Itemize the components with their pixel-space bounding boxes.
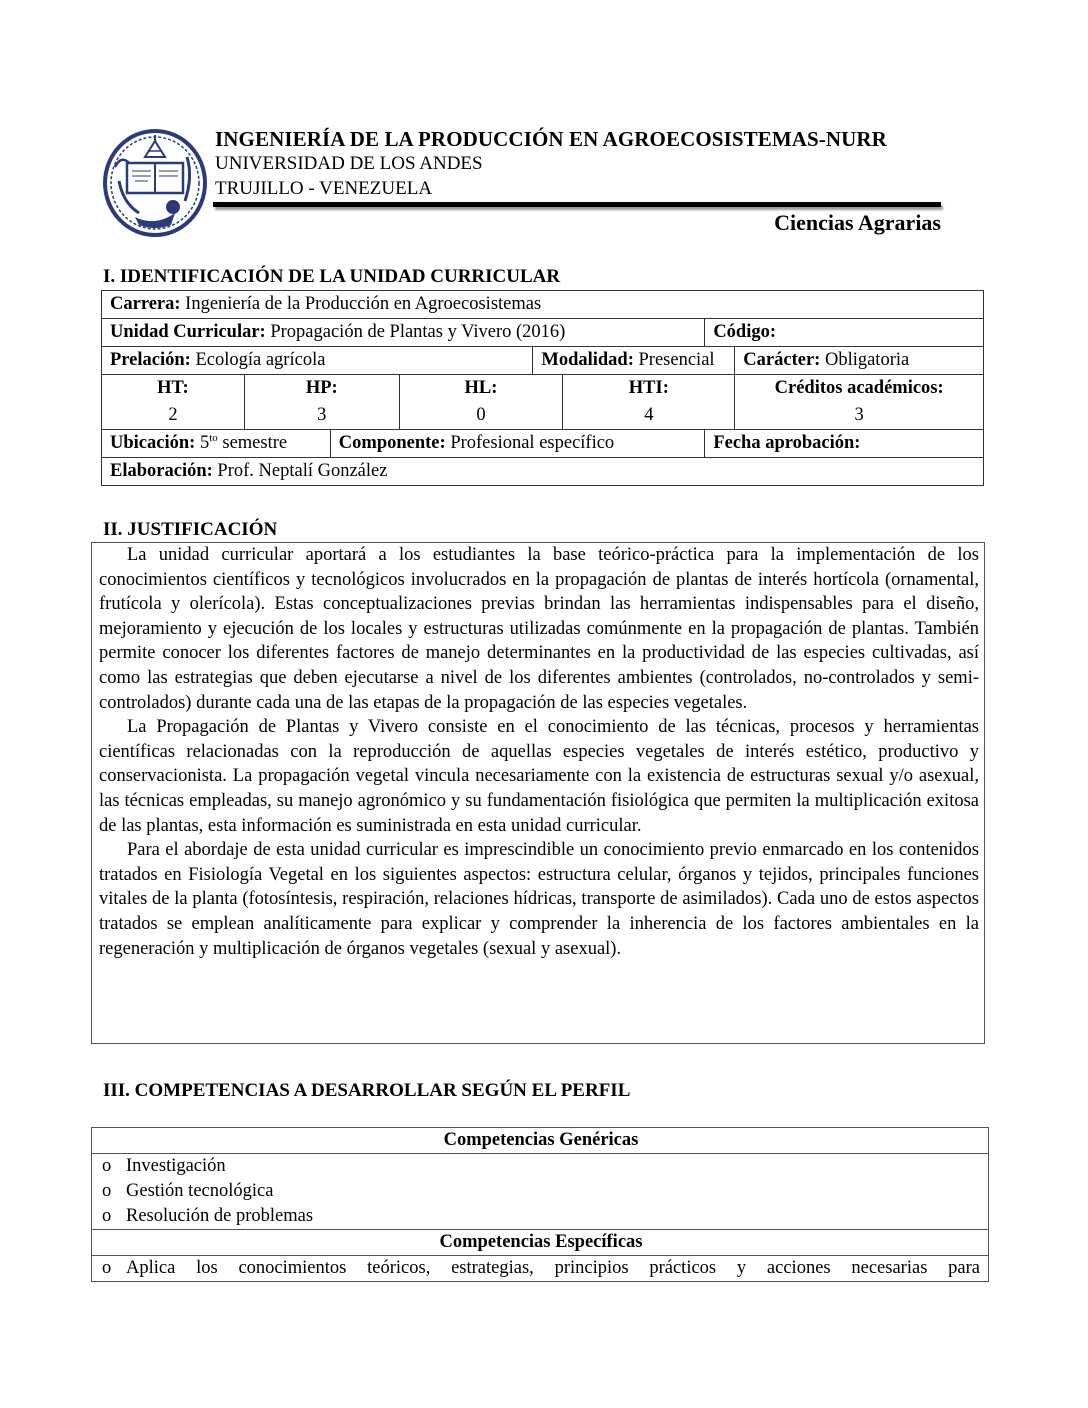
unidad-row: [102, 319, 984, 347]
list-item: o Investigación: [92, 1154, 989, 1180]
area-label: Ciencias Agrarias: [774, 210, 941, 235]
university-seal-icon: [101, 127, 209, 237]
especificas-header-row: [92, 1230, 989, 1256]
fecha-cell: Fecha aprobación:: [705, 430, 984, 458]
carrera-cell: Carrera: Ingeniería de la Producción en Agroecosistemas: [102, 291, 984, 319]
componente-value: Profesional específico: [450, 433, 615, 453]
hours-hp: HP: 3: [244, 375, 399, 430]
caracter-cell: Carácter: Obligatoria: [735, 347, 984, 375]
hours-hti: HTI: 4: [563, 375, 735, 430]
unidad-cell: Unidad Curricular: Propagación de Plantas y Vivero (2016): [102, 319, 705, 347]
header-divider: [213, 202, 941, 207]
hours-creditos: Créditos académicos: 3: [735, 375, 984, 430]
hours-ht: HT: 2: [102, 375, 245, 430]
bullet-icon: o: [102, 1206, 112, 1226]
elaboracion-value: Prof. Neptalí González: [217, 461, 388, 481]
carrera-row: [102, 291, 984, 319]
justificacion-paragraph: La Propagación de Plantas y Vivero consiste en el conocimiento de las técnicas, procesos y herramientas científicas relacionadas con la reproducción de aquellas especies vegetales de interés estético, productivo y conservacionista. La propagación vegetal vincula necesariamente con la existencia de estructuras sexual y/o asexual, las técnicas empleadas, su manejo agronómico y su fundamentación fisiológica que permiten la multiplicación exitosa de las plantas, esta información es suministrada en esta unidad curricular.: [99, 717, 979, 836]
caracter-value: Obligatoria: [824, 350, 910, 370]
identification-table: [101, 290, 984, 486]
competencias-table: [91, 1127, 989, 1282]
unidad-value: Propagación de Plantas y Vivero (2016): [270, 322, 566, 342]
list-item: o Gestión tecnológica: [92, 1179, 989, 1204]
justificacion-box: [91, 542, 985, 1044]
ubicacion-row: [102, 430, 984, 458]
ubicacion-cell: Ubicación: $5^{to}$ semestre: [102, 430, 331, 458]
list-item: o Aplica los conocimientos teóricos, estrategias, principios prácticos y acciones necesarias para: [92, 1256, 989, 1282]
elaboracion-cell: Elaboración: Prof. Neptalí González: [102, 458, 984, 486]
section-justificacion-title: II. JUSTIFICACIÓN: [103, 519, 278, 540]
codigo-cell: Código:: [705, 319, 984, 347]
genericas-title: Competencias Genéricas: [92, 1128, 989, 1154]
genericas-header-row: [92, 1128, 989, 1154]
bullet-icon: o: [102, 1181, 112, 1201]
prelacion-cell: Prelación: Ecología agrícola: [102, 347, 533, 375]
justificacion-paragraph: Para el abordaje de esta unidad curricular es imprescindible un conocimiento previo enmarcado en los contenidos tratados en Fisiología Vegetal en los siguientes aspectos: estructura celular, órganos y tejidos, principales funciones vitales de la planta (fotosíntesis, respiración, relaciones hídricas, transporte de asimilados). Cada uno de estos aspectos tratados se emplean analíticamente para explicar y comprender la inherencia de los factores ambientales en la regeneración y multiplicación de órganos vegetales (sexual y asexual).: [99, 840, 979, 959]
carrera-value: Ingeniería de la Producción en Agroecosistemas: [185, 294, 542, 314]
componente-cell: Componente: Profesional específico: [330, 430, 705, 458]
program-title: INGENIERÍA DE LA PRODUCCIÓN EN AGROECOSISTEMAS-NURR: [215, 127, 887, 151]
section-identificacion-title: I. IDENTIFICACIÓN DE LA UNIDAD CURRICULAR: [103, 266, 561, 287]
location: TRUJILLO - VENEZUELA: [215, 178, 433, 199]
especificas-title: Competencias Específicas: [92, 1230, 989, 1256]
prelacion-value: Ecología agrícola: [195, 350, 326, 370]
hours-row: [102, 375, 984, 430]
hours-hl: HL: 0: [399, 375, 563, 430]
bullet-icon: o: [102, 1156, 112, 1176]
justificacion-paragraph: La unidad curricular aportará a los estudiantes la base teórico-práctica para la implementación de los conocimientos científicos y tecnológicos involucrados en la propagación de plantas de interés hortícola (ornamental, frutícola y olerícola). Estas conceptualizaciones previas brindan las herramientas indispensables para el diseño, mejoramiento y ejecución de los locales y estructuras utilizadas comúnmente en la propagación de plantas. También permite conocer los diferentes factores de manejo determinantes en la productividad de las especies cultivadas, así como las estrategias que deben ejecutarse a nivel de los diferentes ambientes (controlados, no-controlados y semi-controlados) durante cada una de las etapas de la propagación de las especies vegetales.: [99, 545, 979, 713]
prelacion-row: [102, 347, 984, 375]
bullet-icon: o: [102, 1258, 112, 1278]
section-competencias-title: III. COMPETENCIAS A DESARROLLAR SEGÚN EL PERFIL: [103, 1080, 631, 1101]
list-item: o Resolución de problemas: [92, 1204, 989, 1230]
university-name: UNIVERSIDAD DE LOS ANDES: [215, 153, 483, 174]
modalidad-cell: Modalidad: Presencial: [533, 347, 735, 375]
modalidad-value: Presencial: [638, 350, 715, 370]
elaboracion-row: [102, 458, 984, 486]
